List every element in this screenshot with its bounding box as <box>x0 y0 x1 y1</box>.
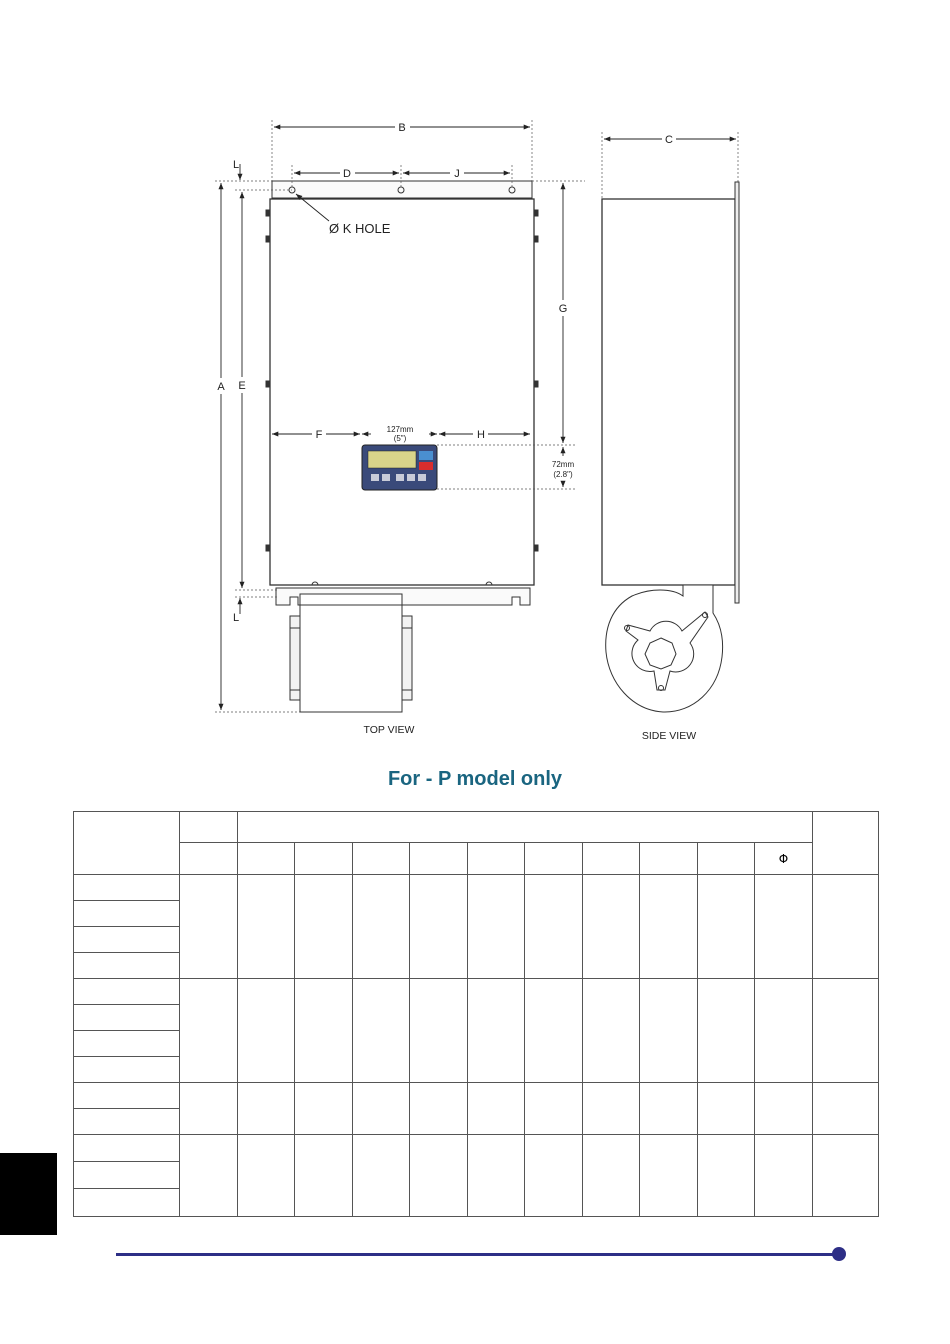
table-cell <box>640 979 698 1083</box>
fan-motor-housing <box>300 594 402 712</box>
header-cell <box>353 843 410 875</box>
lcd-screen <box>368 451 416 468</box>
dim-label-l-bottom: L <box>232 612 240 624</box>
table-cell <box>74 1005 180 1031</box>
table-cell <box>74 1083 180 1109</box>
keypad-button <box>382 474 390 481</box>
table-cell <box>353 979 410 1083</box>
hole-label: Ø K HOLE <box>329 221 391 236</box>
table-cell <box>74 979 180 1005</box>
table-cell <box>410 1083 468 1135</box>
header-cell <box>468 843 525 875</box>
dim-label-f: F <box>315 429 323 441</box>
table-cell <box>180 1083 238 1135</box>
table-cell <box>238 1083 295 1135</box>
table-cell <box>525 1135 583 1217</box>
keypad-button <box>407 474 415 481</box>
header-cell <box>525 843 583 875</box>
header-cell <box>295 843 353 875</box>
table-cell <box>74 1189 180 1217</box>
header-cell <box>180 812 238 843</box>
table-cell <box>640 875 698 979</box>
top-view-label: TOP VIEW <box>363 724 415 736</box>
table-cell <box>74 1109 180 1135</box>
dim-label-l-top: L <box>232 159 240 171</box>
table-cell <box>180 1135 238 1217</box>
table-cell <box>353 875 410 979</box>
table-cell <box>640 1083 698 1135</box>
table-cell <box>813 979 879 1083</box>
header-cell <box>180 843 238 875</box>
table-cell <box>353 1135 410 1217</box>
dim-label-e: E <box>238 380 246 392</box>
keypad-button <box>418 474 426 481</box>
side-view <box>602 182 739 712</box>
table-cell <box>353 1083 410 1135</box>
header-cell <box>698 843 755 875</box>
table-cell <box>698 1135 755 1217</box>
table-cell <box>295 875 353 979</box>
table-cell <box>238 875 295 979</box>
footer-rule <box>116 1253 838 1256</box>
enclosure-body <box>270 199 534 585</box>
table-cell <box>640 1135 698 1217</box>
side-tab-marker <box>0 1153 57 1235</box>
table-cell <box>74 1162 180 1189</box>
phi-header-cell: Φ <box>755 843 813 875</box>
table-cell <box>525 1083 583 1135</box>
table-cell <box>238 979 295 1083</box>
dim-label-a: A <box>217 381 225 393</box>
table-cell <box>698 875 755 979</box>
page-heading: For - P model only <box>387 768 563 790</box>
table-cell <box>180 875 238 979</box>
table-cell <box>583 1083 640 1135</box>
dim-label-j: J <box>454 168 460 180</box>
table-cell <box>74 1031 180 1057</box>
table-cell <box>74 927 180 953</box>
table-cell <box>813 875 879 979</box>
table-cell <box>295 979 353 1083</box>
table-cell <box>74 1057 180 1083</box>
table-cell <box>410 875 468 979</box>
dim-label-h: H <box>477 429 485 441</box>
side-enclosure <box>602 199 735 585</box>
table-cell <box>698 1083 755 1135</box>
display-height-mm: 72mm <box>551 460 575 469</box>
table-cell <box>755 1135 813 1217</box>
table-cell <box>295 1135 353 1217</box>
table-cell <box>468 875 525 979</box>
dim-label-d: D <box>343 168 351 180</box>
display-width-mm: 127mm <box>386 425 414 434</box>
dim-label-g: G <box>558 303 568 315</box>
dim-label-b: B <box>398 122 406 134</box>
table-cell <box>525 875 583 979</box>
table-cell <box>74 875 180 901</box>
table-cell <box>583 875 640 979</box>
header-cell <box>410 843 468 875</box>
table-cell <box>468 1135 525 1217</box>
table-cell <box>698 979 755 1083</box>
table-cell <box>238 1135 295 1217</box>
header-cell <box>74 812 180 875</box>
table-cell <box>410 1135 468 1217</box>
table-cell <box>180 979 238 1083</box>
keypad-button <box>396 474 404 481</box>
table-cell <box>295 1083 353 1135</box>
keypad-button <box>371 474 379 481</box>
header-cell <box>583 843 640 875</box>
side-view-label: SIDE VIEW <box>641 730 697 742</box>
table-cell <box>755 875 813 979</box>
dimensions-table <box>73 811 879 1217</box>
table-cell <box>410 979 468 1083</box>
top-mounting-flange <box>272 181 532 198</box>
keypad-display-unit <box>362 445 437 490</box>
header-cell <box>640 843 698 875</box>
table-cell <box>74 1135 180 1162</box>
dim-label-c: C <box>665 134 673 146</box>
header-cell <box>238 812 813 843</box>
table-cell <box>74 901 180 927</box>
table-cell <box>583 979 640 1083</box>
table-cell <box>468 979 525 1083</box>
table-cell <box>74 953 180 979</box>
table-cell <box>755 1083 813 1135</box>
table-cell <box>813 1083 879 1135</box>
table-cell <box>755 979 813 1083</box>
table-cell <box>525 979 583 1083</box>
table-cell <box>813 1135 879 1217</box>
header-cell <box>238 843 295 875</box>
rear-mounting-plate <box>735 182 739 603</box>
display-width-in: (5") <box>393 434 407 443</box>
header-cell <box>813 812 879 875</box>
display-height-in: (2.8") <box>553 470 573 479</box>
table-cell <box>468 1083 525 1135</box>
footer-dot <box>832 1247 846 1261</box>
table-cell <box>583 1135 640 1217</box>
